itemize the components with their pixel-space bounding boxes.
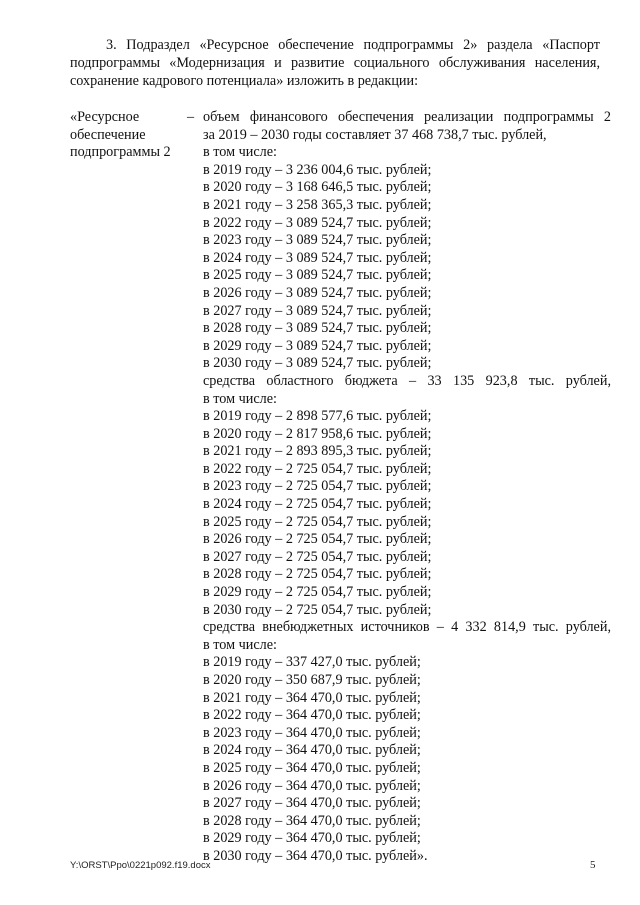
page-number: 5 xyxy=(590,859,596,871)
funding-line: в 2028 году – 364 470,0 тыс. рублей; xyxy=(203,812,421,829)
funding-line: в том числе: xyxy=(203,144,277,161)
funding-line: в 2029 году – 3 089 524,7 тыс. рублей; xyxy=(203,337,432,354)
funding-line: в 2027 году – 364 470,0 тыс. рублей; xyxy=(203,795,421,812)
funding-line: в 2023 году – 364 470,0 тыс. рублей; xyxy=(203,724,421,741)
funding-line: в 2020 году – 3 168 646,5 тыс. рублей; xyxy=(203,179,432,196)
resource-label xyxy=(70,109,190,162)
label-dash: – xyxy=(187,109,195,125)
resource-label-line: обеспечение xyxy=(70,126,146,143)
funding-line: в 2026 году – 3 089 524,7 тыс. рублей; xyxy=(203,284,432,301)
funding-line: в 2025 году – 364 470,0 тыс. рублей; xyxy=(203,759,421,776)
funding-line: в 2026 году – 364 470,0 тыс. рублей; xyxy=(203,777,421,794)
funding-line: в 2019 году – 3 236 004,6 тыс. рублей; xyxy=(203,161,432,178)
funding-line: в 2029 году – 2 725 054,7 тыс. рублей; xyxy=(203,584,432,601)
funding-line: в 2021 году – 2 893 895,3 тыс. рублей; xyxy=(203,443,432,460)
funding-line: в 2023 году – 2 725 054,7 тыс. рублей; xyxy=(203,478,432,495)
funding-line: в 2026 году – 2 725 054,7 тыс. рублей; xyxy=(203,531,432,548)
funding-line: средства внебюджетных источников – 4 332 814,9 тыс. рублей, xyxy=(203,619,611,636)
funding-line: в 2021 году – 3 258 365,3 тыс. рублей; xyxy=(203,196,432,213)
funding-line: в 2022 году – 3 089 524,7 тыс. рублей; xyxy=(203,214,432,231)
funding-line: в 2024 году – 3 089 524,7 тыс. рублей; xyxy=(203,249,432,266)
funding-line: в 2019 году – 337 427,0 тыс. рублей; xyxy=(203,654,421,671)
funding-line: в 2024 году – 364 470,0 тыс. рублей; xyxy=(203,742,421,759)
funding-line: в 2030 году – 364 470,0 тыс. рублей». xyxy=(203,847,428,864)
funding-line: в 2022 году – 2 725 054,7 тыс. рублей; xyxy=(203,460,432,477)
funding-line: в 2020 году – 350 687,9 тыс. рублей; xyxy=(203,672,421,688)
funding-line: в 2022 году – 364 470,0 тыс. рублей; xyxy=(203,707,421,724)
funding-line: в 2028 году – 2 725 054,7 тыс. рублей; xyxy=(203,566,432,583)
funding-line: в 2020 году – 2 817 958,6 тыс. рублей; xyxy=(203,425,432,442)
funding-line: за 2019 – 2030 годы составляет 37 468 738,7 тыс. рублей, xyxy=(203,126,547,143)
funding-line: в 2025 году – 2 725 054,7 тыс. рублей; xyxy=(203,513,432,530)
funding-line: в 2024 году – 2 725 054,7 тыс. рублей; xyxy=(203,496,432,513)
funding-details xyxy=(203,109,611,866)
funding-line: в том числе: xyxy=(203,636,277,653)
funding-line: в 2027 году – 2 725 054,7 тыс. рублей; xyxy=(203,548,432,565)
funding-line: в 2019 году – 2 898 577,6 тыс. рублей; xyxy=(203,408,432,425)
intro-paragraph: 3. Подраздел «Ресурсное обеспечение подпрограммы 2» раздела «Паспорт подпрограммы «Модернизация и развитие социального обслуживания населения, сохранение кадрового потенциала» изложить в редакции: xyxy=(70,37,600,89)
funding-line: объем финансового обеспечения реализации подпрограммы 2 xyxy=(203,109,611,125)
resource-label-line: подпрограммы 2 xyxy=(70,144,171,161)
funding-line: в 2030 году – 3 089 524,7 тыс. рублей; xyxy=(203,355,432,372)
funding-line: средства областного бюджета – 33 135 923,8 тыс. рублей, xyxy=(203,372,611,389)
funding-line: в 2028 году – 3 089 524,7 тыс. рублей; xyxy=(203,320,432,337)
file-path-footer: Y:\ORST\Ppo\0221p092.f19.docx xyxy=(70,860,211,871)
funding-line: в 2029 году – 364 470,0 тыс. рублей; xyxy=(203,830,421,847)
funding-line: в 2023 году – 3 089 524,7 тыс. рублей; xyxy=(203,232,432,249)
funding-line: в 2030 году – 2 725 054,7 тыс. рублей; xyxy=(203,601,432,618)
resource-label-line: «Ресурсное xyxy=(70,109,140,125)
funding-line: в том числе: xyxy=(203,390,277,407)
funding-line: в 2021 году – 364 470,0 тыс. рублей; xyxy=(203,689,421,706)
funding-line: в 2027 году – 3 089 524,7 тыс. рублей; xyxy=(203,302,432,319)
funding-line: в 2025 году – 3 089 524,7 тыс. рублей; xyxy=(203,267,432,284)
